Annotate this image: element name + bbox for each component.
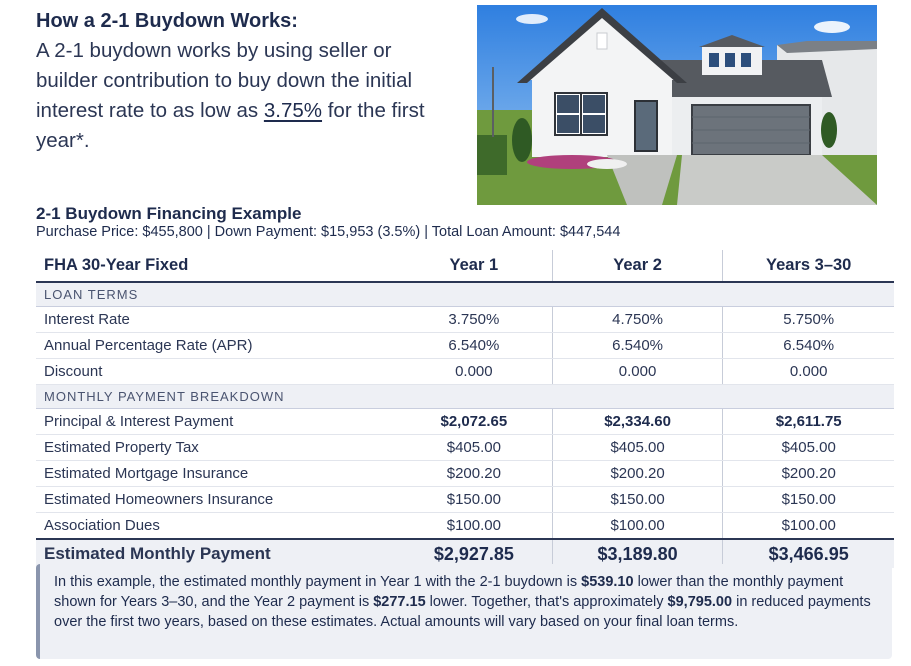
- cell-year-1: 6.540%: [396, 333, 552, 359]
- cell-year-2: $200.20: [552, 461, 723, 487]
- savings-note: [36, 564, 892, 659]
- col-header-years-3-30: Years 3–30: [723, 250, 894, 282]
- cell-year-2: 6.540%: [552, 333, 723, 359]
- table-row: [36, 461, 894, 487]
- total-years-3-30: $3,466.95: [723, 539, 894, 568]
- table-row: [36, 487, 894, 513]
- note-amount-total: $9,795.00: [667, 594, 733, 610]
- col-header-year-1: Year 1: [396, 250, 552, 282]
- row-label: Principal & Interest Payment: [36, 409, 396, 435]
- cell-year-1: $150.00: [396, 487, 552, 513]
- section-row-loan-terms: [36, 282, 894, 307]
- table-row: [36, 333, 894, 359]
- row-label: Association Dues: [36, 513, 396, 540]
- cell-year-1: $2,072.65: [396, 409, 552, 435]
- cell-year-2: $2,334.60: [552, 409, 723, 435]
- section-label: MONTHLY PAYMENT BREAKDOWN: [36, 385, 894, 409]
- cell-year-2: $100.00: [552, 513, 723, 540]
- cell-year-2: $405.00: [552, 435, 723, 461]
- note-text: in reduced payments over the first two years, based on these estimates. Actual amounts will vary based on your final loan terms.: [54, 594, 871, 630]
- table-row: [36, 513, 894, 540]
- table-header-row: [36, 250, 894, 282]
- intro-body: [36, 36, 456, 156]
- table-row: [36, 435, 894, 461]
- intro-body-text: A 2-1 buydown works by using seller or builder contribution to buy down the initial interest rate to as low as: [36, 39, 413, 122]
- intro-body-tail: for the first year*.: [36, 99, 425, 152]
- note-amount-year-1: $539.10: [581, 574, 634, 590]
- total-label: Estimated Monthly Payment: [36, 539, 396, 568]
- example-subtitle: Purchase Price: $455,800 | Down Payment: $15,953 (3.5%) | Total Loan Amount: $447,544: [36, 224, 621, 240]
- buydown-table: [36, 250, 894, 568]
- row-label: Estimated Homeowners Insurance: [36, 487, 396, 513]
- cell-year-1: $100.00: [396, 513, 552, 540]
- total-year-1: $2,927.85: [396, 539, 552, 568]
- note-text: lower than the monthly payment shown for Years 3–30, and the Year 2 payment is: [54, 574, 844, 610]
- row-label: Estimated Property Tax: [36, 435, 396, 461]
- cell-years-3-30: 5.750%: [723, 307, 894, 333]
- row-label: Discount: [36, 359, 396, 385]
- section-label: LOAN TERMS: [36, 282, 894, 307]
- cell-years-3-30: $150.00: [723, 487, 894, 513]
- cell-years-3-30: $200.20: [723, 461, 894, 487]
- intro-title: How a 2-1 Buydown Works:: [36, 10, 298, 32]
- example-title: 2-1 Buydown Financing Example: [36, 204, 302, 223]
- cell-year-1: 3.750%: [396, 307, 552, 333]
- table-row: [36, 307, 894, 333]
- cell-year-2: 0.000: [552, 359, 723, 385]
- cell-year-2: 4.750%: [552, 307, 723, 333]
- total-year-2: $3,189.80: [552, 539, 723, 568]
- col-header-loan-type: FHA 30-Year Fixed: [36, 250, 396, 282]
- note-amount-year-2: $277.15: [373, 594, 426, 610]
- intro-rate-link[interactable]: 3.75%: [263, 99, 323, 122]
- col-header-year-2: Year 2: [552, 250, 723, 282]
- table-row: [36, 359, 894, 385]
- cell-years-3-30: 6.540%: [723, 333, 894, 359]
- cell-years-3-30: $2,611.75: [723, 409, 894, 435]
- house-photo: [477, 5, 877, 205]
- cell-year-1: $405.00: [396, 435, 552, 461]
- row-label: Interest Rate: [36, 307, 396, 333]
- row-label: Estimated Mortgage Insurance: [36, 461, 396, 487]
- house-illustration: [477, 5, 877, 205]
- note-text: lower. Together, that's approximately: [425, 594, 668, 610]
- cell-year-1: $200.20: [396, 461, 552, 487]
- section-row-monthly-breakdown: [36, 385, 894, 409]
- cell-year-2: $150.00: [552, 487, 723, 513]
- cell-years-3-30: $100.00: [723, 513, 894, 540]
- note-text: In this example, the estimated monthly payment in Year 1 with the 2-1 buydown is: [54, 574, 582, 590]
- intro-block: [36, 8, 456, 156]
- cell-year-1: 0.000: [396, 359, 552, 385]
- cell-years-3-30: $405.00: [723, 435, 894, 461]
- cell-years-3-30: 0.000: [723, 359, 894, 385]
- table-row: [36, 409, 894, 435]
- row-label: Annual Percentage Rate (APR): [36, 333, 396, 359]
